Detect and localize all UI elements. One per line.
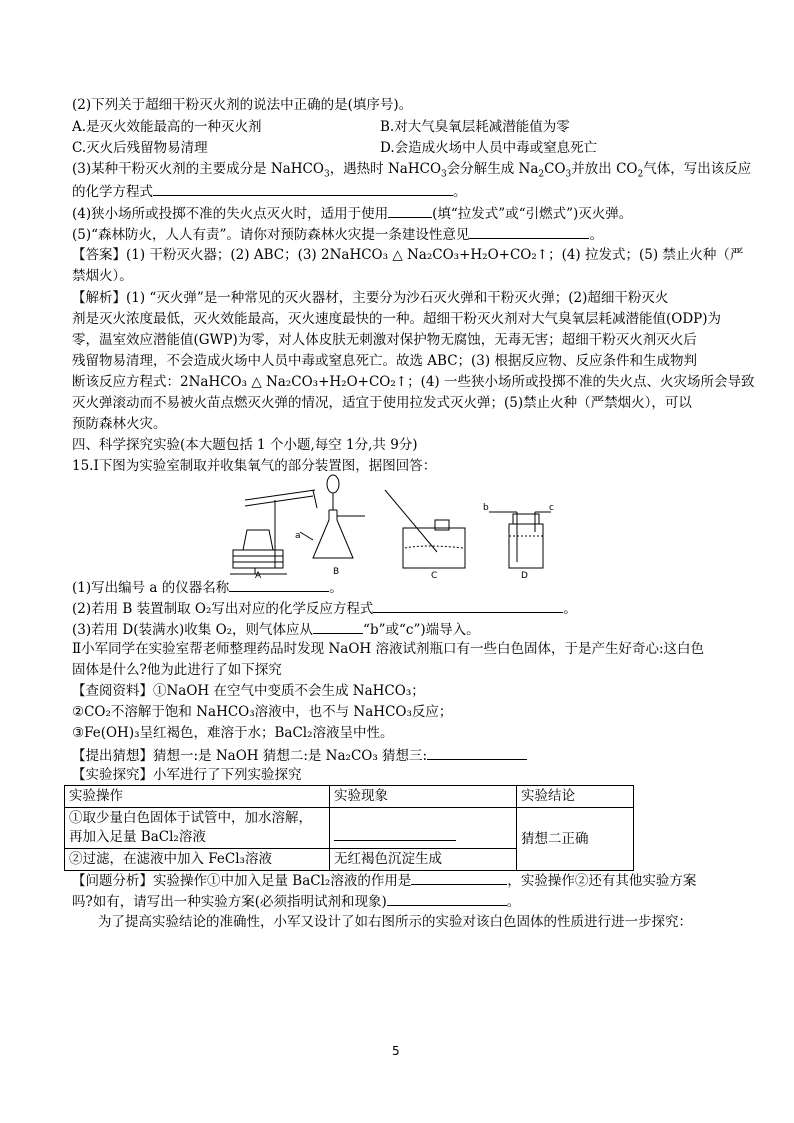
q2-options-row1: [72, 118, 772, 137]
analysis-line5: 断该反应方程式：2NaHCO₃ △ Na₂CO₃+H₂O+CO₂↑；(4) 一些狭小场所或投掷不准的失火点、火灾场所会导致: [72, 374, 755, 390]
answer-blank[interactable]: [153, 181, 453, 196]
q5: (5)“森林防火，人人有责”。请你对预防森林火灾提一条建设性意见 。: [72, 224, 603, 245]
analysis2-line2: 吗?如有，请写出一种实验方案(必须指明试剂和现象) 。: [72, 891, 520, 912]
q15-intro: 15.Ⅰ下图为实验室制取并收集氧气的部分装置图，据图回答：: [72, 458, 437, 474]
analysis2-line3: 为了提高实验结论的准确性，小军又设计了如右图所示的实验对该白色固体的性质进行进一步探究：: [98, 914, 692, 930]
label-B: B: [333, 567, 340, 577]
q3-line1: (3)某种干粉灭火剂的主要成分是 NaHCO$_3$，遇热时 NaHCO$_3$会分解生成 $Na_2CO_3$并放出 $CO_2$气体，写出该反应: [72, 161, 752, 180]
answer-blank[interactable]: [427, 745, 527, 760]
label-b: b: [483, 503, 489, 513]
label-a: a: [295, 531, 301, 541]
part2-line2: 固体是什么?他为此进行了如下探究: [72, 662, 282, 678]
option-c: C.灭火后残留物易清理: [72, 140, 208, 156]
option-a: A.是灭火效能最高的一种灭火剂: [72, 119, 262, 135]
answer-blank[interactable]: [388, 203, 432, 218]
label-D: D: [521, 571, 528, 580]
table-header: 实验结论: [517, 786, 634, 808]
q4: (4)狭小场所或投掷不准的失火点灭火时，适用于使用 (填“拉发式”或“引燃式”)灭火弹。: [72, 203, 632, 224]
part2-line1: Ⅱ小军同学在实验室帮老师整理药品时发现 NaOH 溶液试剂瓶口有一些白色固体，于是产生好奇心:这白色: [72, 641, 705, 657]
table-cell: 无红褐色沉淀生成: [330, 849, 517, 871]
answer-blank[interactable]: [334, 826, 456, 841]
answer-blank[interactable]: [469, 224, 589, 239]
option-d: D.会造成火场中人员中毒或窒息死亡: [380, 140, 598, 156]
table-cell: 猜想二正确: [517, 808, 634, 871]
answer-blank[interactable]: [411, 870, 507, 885]
q2-options-row2: [72, 139, 772, 158]
answer-line1: 【答案】(1) 干粉灭火器；(2) ABC；(3) 2NaHCO₃ △ Na₂CO₃+H₂O+CO₂↑；(4) 拉发式；(5) 禁止火种（严: [72, 247, 744, 263]
q3-line2: 的化学方程式 。: [72, 181, 467, 202]
reference-3: ③Fe(OH)₃呈红褐色，难溶于水；BaCl₂溶液呈中性。: [72, 725, 394, 741]
option-b: B.对大气臭氧层耗减潜能值为零: [380, 119, 570, 135]
analysis-line3: 零，温室效应潜能值(GWP)为零，对人体皮肤无刺激对保护物无腐蚀，无毒无害；超细干粉灭火剂灭火后: [72, 332, 697, 348]
answer-blank[interactable]: [373, 598, 563, 613]
answer-blank[interactable]: [229, 577, 329, 592]
table-header: 实验现象: [330, 786, 517, 808]
apparatus-a: [230, 490, 317, 574]
explore-line: 【实验探究】小军进行了下列实验探究: [72, 767, 302, 783]
analysis-line6: 灭火弹滚动而不易被火苗点燃灭火弹的情况，适宜于使用拉发式灭火弹；(5)禁止火种（严禁烟火），可以: [72, 395, 692, 411]
reference-2: ②CO₂不溶解于饱和 NaHCO₃溶液中，也不与 NaHCO₃反应；: [72, 704, 453, 720]
answer-blank[interactable]: [313, 619, 363, 634]
table-cell: ②过滤，在滤液中加入 FeCl₃溶液: [65, 849, 330, 871]
reference-1: 【查阅资料】①NaOH 在空气中变质不会生成 NaHCO₃；: [72, 683, 425, 699]
apparatus-figure: [225, 470, 570, 580]
label-C: C: [431, 571, 438, 580]
analysis-line1: 【解析】(1) “灭火弹”是一种常见的灭火器材，主要分为沙石灭火弹和干粉灭火弹；(2)超细干粉灭火: [72, 290, 669, 306]
analysis2-line1: 【问题分析】实验操作①中加入足量 BaCl₂溶液的作用是 ，实验操作②还有其他实验方案: [72, 870, 696, 891]
q15-s1: (1)写出编号 a 的仪器名称 。: [72, 577, 343, 598]
apparatus-c: [385, 490, 465, 568]
table-header: 实验操作: [65, 786, 330, 808]
page-number: 5: [392, 1044, 400, 1058]
label-A: A: [255, 571, 262, 580]
guess-line: 【提出猜想】猜想一:是 NaOH 猜想二:是 Na₂CO₃ 猜想三:: [72, 745, 527, 766]
table-cell: ①取少量白色固体于试管中，加水溶解， 再加入足量 BaCl₂溶液: [65, 808, 330, 849]
experiment-table: [64, 785, 634, 871]
analysis-line2: 剂是灭火浓度最低，灭火效能最高，灭火速度最快的一种。超细干粉灭火剂对大气臭氧层耗减潜能值(ODP)为: [72, 311, 722, 327]
section-heading: 四、科学探究实验(本大题包括 1 个小题,每空 1分,共 9分): [72, 437, 418, 453]
table-row: [65, 808, 634, 849]
apparatus-d: [489, 512, 551, 568]
answer-line2: 禁烟火）。: [72, 268, 133, 284]
q15-s3: (3)若用 D(装满水)收集 O₂，则气体应从 “b”或“c”)端导入。: [72, 619, 480, 640]
analysis-line7: 预防森林火灾。: [72, 416, 167, 432]
q2-stem: (2)下列关于超细干粉灭火剂的说法中正确的是(填序号)。: [72, 97, 413, 113]
analysis-line4: 残留物易清理，不会造成火场中人员中毒或窒息死亡。故选 ABC；(3) 根据反应物、反应条件和生成物判: [72, 353, 697, 369]
apparatus-b: [300, 475, 365, 558]
table-cell: [330, 808, 517, 849]
label-c: c: [549, 503, 554, 513]
answer-blank[interactable]: [387, 891, 507, 906]
q15-s2: (2)若用 B 装置制取 O₂写出对应的化学反应方程式 。: [72, 598, 577, 619]
table-header-row: [65, 786, 634, 808]
